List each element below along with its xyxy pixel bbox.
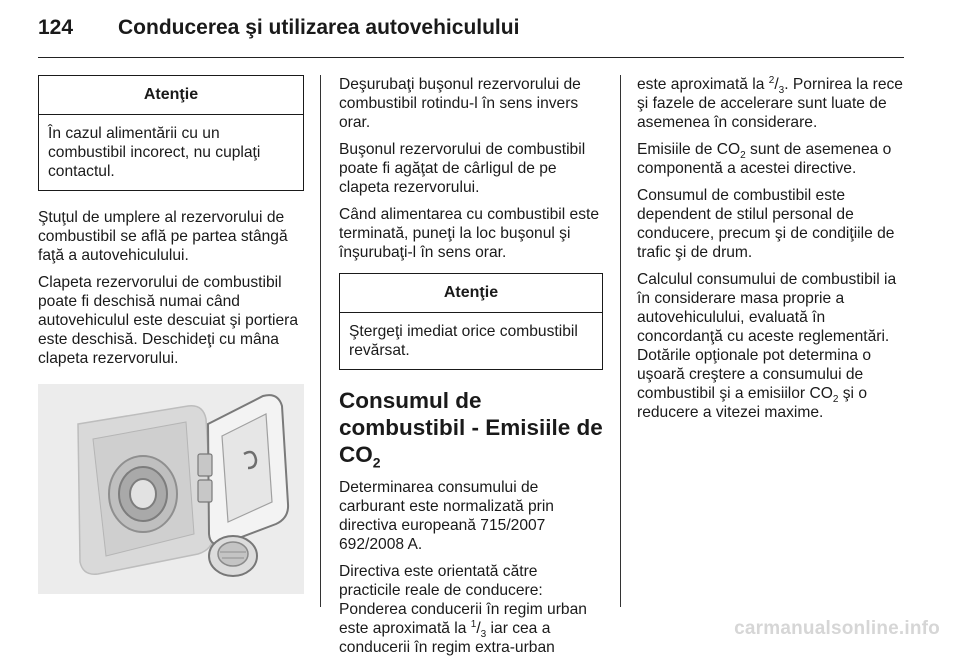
text-segment: şi o reducere a vitezei maxime.	[637, 385, 868, 421]
text-segment: sunt de asemenea o componentă a acestei directive.	[637, 141, 892, 177]
paragraph-filler-location: Ştuţul de umplere al rezervorului de combustibil se află pe partea stângă faţă a autovehiculului.	[38, 209, 288, 264]
fraction-denominator: 3	[778, 85, 785, 97]
text-segment: Calculul consumului de combustibil ia în considerare masa proprie a autovehiculului, evaluată în concordanţă cu aceste reglementări. Dotările opţionale pot determina o uşoară creştere a consumului de combustibil şi a emisiilor CO	[637, 271, 897, 402]
fraction-numerator: 1	[470, 618, 477, 630]
warning-text: În cazul alimentării cu un combustibil incorect, nu cuplaţi contactul.	[48, 125, 261, 180]
text-segment: Emisiile de CO	[637, 141, 741, 158]
warning-text: Ştergeţi imediat orice combustibil revărsat.	[349, 323, 578, 359]
text-segment: este aproximată la	[637, 76, 769, 93]
section-heading-text: Consumul de combustibil - Emisiile de CO	[339, 388, 603, 467]
fraction-denominator: 3	[480, 629, 487, 641]
fuel-filler-illustration	[38, 384, 304, 594]
column-divider-1	[320, 75, 321, 607]
page-number: 124	[38, 16, 74, 39]
page-title: Conducerea şi utilizarea autovehiculului	[118, 16, 520, 39]
fuel-filler-drawing	[38, 384, 304, 594]
subscript: 2	[832, 394, 839, 406]
text-segment: . Pornirea la rece şi fazele de accelerare sunt luate de asemenea în considerare.	[637, 76, 903, 131]
column-3	[637, 75, 905, 430]
paragraph-co2-emissions	[637, 140, 905, 178]
warning-box-1	[38, 75, 304, 191]
paragraph-unscrew-cap: Deşurubaţi buşonul rezervorului de combustibil rotindu-l în sens invers orar.	[339, 76, 581, 131]
paragraph-extra-urban: este aproximată la $^2/_3$. Pornirea la rece şi fazele de accelerare sunt luate de asemenea în considerare.	[637, 74, 903, 131]
paragraph-driving-practice: Directiva este orientată către practicile reale de conducere: Ponderea conducerii în regim urban este aproximată la $^1/_3$ iar cea a conducerii în regim extra-urban	[339, 563, 587, 656]
warning-box-2	[339, 273, 603, 370]
paragraph-driving-style: Consumul de combustibil este dependent de stilul personal de conducere, precum şi de condiţiile de trafic şi de drum.	[637, 187, 895, 261]
section-heading-subscript: 2	[372, 454, 381, 471]
section-heading	[339, 387, 603, 471]
paragraph-refit-cap: Când alimentarea cu combustibil este terminată, puneţi la loc buşonul şi înşurubaţi-l în sens orar.	[339, 206, 600, 261]
page-header	[38, 16, 904, 56]
column-divider-2	[620, 75, 621, 607]
paragraph-cap-hook: Buşonul rezervorului de combustibil poate fi agăţat de cârligul de pe clapeta rezervorului.	[339, 141, 586, 196]
warning-title: Atenţie	[39, 76, 303, 115]
paragraph-directive: Determinarea consumului de carburant este normalizată prin directiva europeană 715/2007 692/2008 A.	[339, 479, 554, 553]
paragraph-flap-opening: Clapeta rezervorului de combustibil poate fi deschisă numai când autovehiculul este descuiat şi portiera este deschisă. Deschideţi cu mâna clapeta rezervorului.	[38, 274, 299, 367]
header-rule	[38, 57, 904, 58]
column-1	[38, 75, 304, 594]
text-segment: Directiva este orientată către practicile reale de conducere: Ponderea conducerii în regim urban este aproximată la	[339, 563, 587, 637]
text-segment: iar cea a conducerii în regim extra-urban	[339, 620, 555, 656]
column-2	[339, 75, 603, 665]
subscript: 2	[740, 150, 746, 162]
warning-title: Atenţie	[340, 274, 602, 313]
paragraph-mass-calculation	[637, 270, 905, 422]
watermark: carmanualsonline.info	[734, 618, 940, 639]
fraction-numerator: 2	[768, 74, 775, 86]
